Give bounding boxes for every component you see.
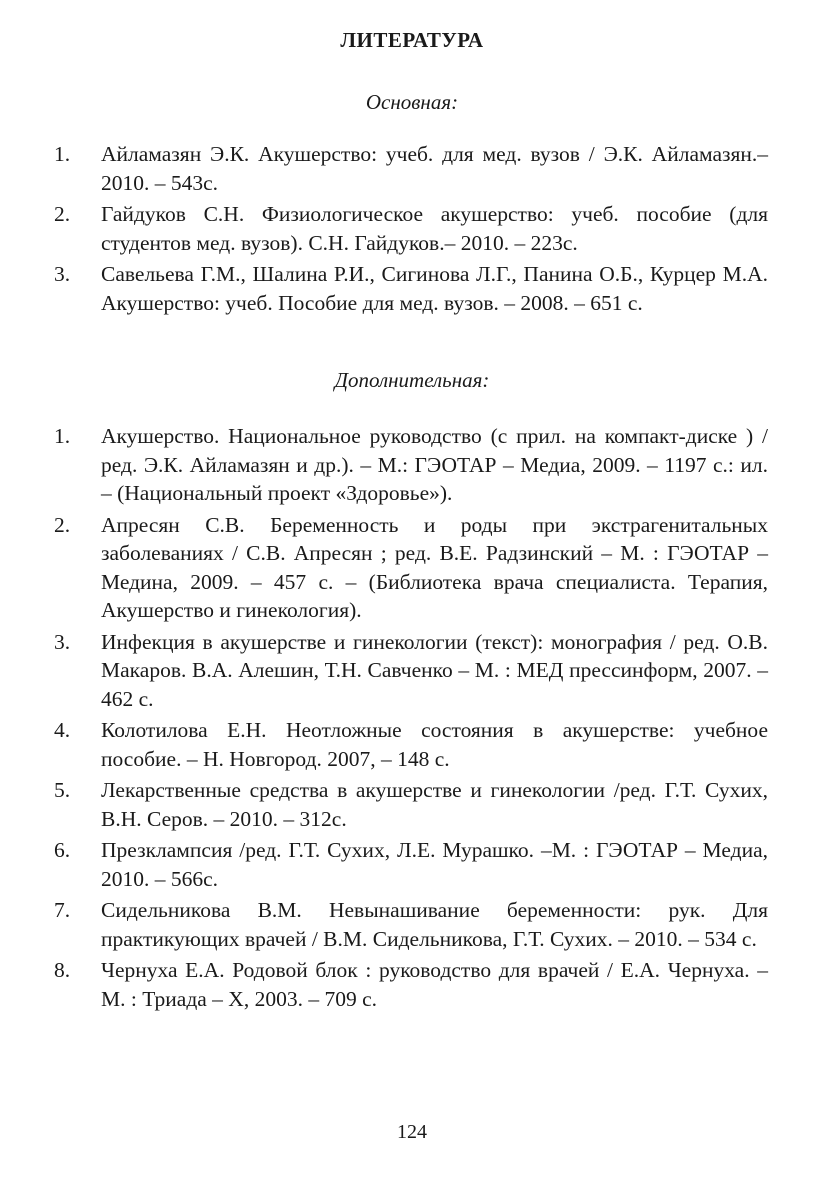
list-item (0, 260, 824, 317)
item-number: 4. (54, 718, 71, 742)
item-text: Акушерство. Национальное руководство (с прил. на компакт-диске ) /ред. Э.К. Айламазян и др.). – М.: ГЭОТАР – Медиа, 2009. – 1197 с.: ил. – (Национальный проект «Здоровье»). (101, 424, 768, 505)
list-item (0, 716, 824, 773)
list-item (0, 776, 824, 833)
page-number: 124 (397, 1121, 427, 1143)
item-number: 2. (54, 512, 71, 537)
additional-literature-list (0, 422, 824, 1016)
item-number: 8. (54, 958, 71, 982)
item-text: Айламазян Э.К. Акушерство: учеб. для мед. вузов / Э.К. Айламазян.– 2010. – 543с. (101, 142, 768, 195)
item-text: Чернуха Е.А. Родовой блок : руководство для врачей / Е.А. Чернуха. – М. : Триада – Х, 2003. – 709 с. (101, 958, 768, 1011)
item-number: 1. (54, 424, 71, 448)
page-title: ЛИТЕРАТУРА (340, 28, 484, 52)
list-item (0, 511, 824, 625)
list-item (0, 200, 824, 257)
list-item (0, 140, 824, 197)
list-item (0, 896, 824, 953)
item-number: 6. (54, 838, 71, 862)
list-item (0, 628, 824, 714)
item-text: Колотилова Е.Н. Неотложные состояния в акушерстве: учебное пособие. – Н. Новгород. 2007, – 148 с. (101, 718, 768, 771)
item-number: 7. (54, 898, 71, 922)
item-number: 5. (54, 778, 71, 802)
list-item (0, 956, 824, 1013)
main-literature-list (0, 140, 824, 320)
item-text: Презклампсия /ред. Г.Т. Сухих, Л.Е. Мурашко. –М. : ГЭОТАР – Медиа, 2010. – 566с. (101, 838, 768, 891)
item-text: Гайдуков С.Н. Физиологическое акушерство: учеб. пособие (для студентов мед. вузов). С.Н. Гайдуков.– 2010. – 223с. (101, 202, 768, 255)
item-text: Апресян С.В. Беременность и роды при экстрагенитальных заболеваниях / С.В. Апресян ; ред. В.Е. Радзинский – М. : ГЭОТАР – Медина, 2009. – 457 с. – (Библиотека врача специалиста. Терапия, Акушерство и гинекология). (101, 512, 768, 622)
item-text: Инфекция в акушерстве и гинекологии (текст): монография / ред. О.В. Макаров. В.А. Алешин, Т.Н. Савченко – М. : МЕД прессинформ, 2007. – 462 с. (101, 629, 768, 711)
item-text: Лекарственные средства в акушерстве и гинекологии /ред. Г.Т. Сухих, В.Н. Серов. – 2010. – 312с. (101, 778, 768, 831)
item-number: 3. (54, 629, 71, 654)
item-text: Сидельникова В.М. Невынашивание беременности: рук. Для практикующих врачей / В.М. Сидельникова, Г.Т. Сухих. – 2010. – 534 с. (101, 898, 768, 951)
item-number: 1. (54, 142, 71, 166)
list-item (0, 422, 824, 508)
list-item (0, 836, 824, 893)
main-literature-heading: Основная: (365, 90, 459, 114)
item-number: 3. (54, 262, 71, 286)
item-number: 2. (54, 202, 71, 226)
item-text: Савельева Г.М., Шалина Р.И., Сигинова Л.Г., Панина О.Б., Курцер М.А. Акушерство: учеб. Пособие для мед. вузов. – 2008. – 651 с. (101, 262, 768, 315)
additional-literature-heading: Дополнительная: (334, 368, 490, 392)
